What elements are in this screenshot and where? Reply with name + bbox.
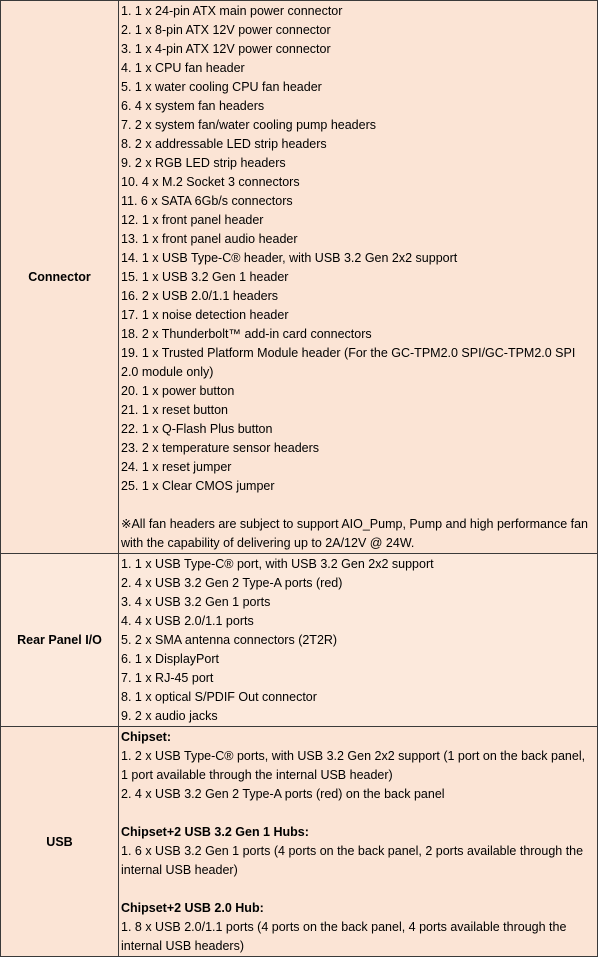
connector-list: [121, 2, 595, 496]
connector-item: 19. 1 x Trusted Platform Module header (For the GC-TPM2.0 SPI/GC-TPM2.0 SPI 2.0 module only): [121, 346, 576, 379]
usb-row: [1, 727, 598, 957]
rear-panel-item: 7. 1 x RJ-45 port: [121, 671, 214, 685]
usb-group-usb2-hub-title: Chipset+2 USB 2.0 Hub:: [121, 901, 264, 915]
rear-panel-item: 6. 1 x DisplayPort: [121, 652, 219, 666]
usb-group-gen1-hubs-list: [121, 842, 595, 880]
rear-panel-item: 8. 1 x optical S/PDIF Out connector: [121, 690, 317, 704]
connector-item: 23. 2 x temperature sensor headers: [121, 441, 320, 455]
connector-item: 8. 2 x addressable LED strip headers: [121, 137, 327, 151]
rear-panel-item: 9. 2 x audio jacks: [121, 709, 218, 723]
connector-item: 11. 6 x SATA 6Gb/s connectors: [121, 194, 293, 208]
connector-item: 20. 1 x power button: [121, 384, 235, 398]
connector-row: [1, 1, 598, 554]
connector-item: 1. 1 x 24-pin ATX main power connector: [121, 4, 343, 18]
usb-group-usb2-hub-list: [121, 918, 595, 956]
rear-panel-row: [1, 554, 598, 727]
usb-group-chipset-list: [121, 747, 595, 804]
connector-item: 18. 2 x Thunderbolt™ add-in card connectors: [121, 327, 372, 341]
connector-item: 21. 1 x reset button: [121, 403, 229, 417]
connector-item: 14. 1 x USB Type-C® header, with USB 3.2 Gen 2x2 support: [121, 251, 458, 265]
connector-item: 13. 1 x front panel audio header: [121, 232, 298, 246]
connector-item: 15. 1 x USB 3.2 Gen 1 header: [121, 270, 289, 284]
spacer: [121, 496, 595, 515]
rear-panel-item: 2. 4 x USB 3.2 Gen 2 Type-A ports (red): [121, 576, 343, 590]
rear-panel-item: 3. 4 x USB 3.2 Gen 1 ports: [121, 595, 271, 609]
rear-panel-item: 4. 4 x USB 2.0/1.1 ports: [121, 614, 254, 628]
connector-item: 10. 4 x M.2 Socket 3 connectors: [121, 175, 300, 189]
connector-item: 22. 1 x Q-Flash Plus button: [121, 422, 273, 436]
rear-panel-content: [119, 554, 598, 727]
connector-item: 24. 1 x reset jumper: [121, 460, 232, 474]
connector-item: 12. 1 x front panel header: [121, 213, 264, 227]
usb-item: 1. 8 x USB 2.0/1.1 ports (4 ports on the back panel, 4 ports available through the internal USB headers): [121, 920, 567, 953]
usb-item: 2. 4 x USB 3.2 Gen 2 Type-A ports (red) on the back panel: [121, 787, 445, 801]
connector-item: 25. 1 x Clear CMOS jumper: [121, 479, 275, 493]
usb-group-gen1-hubs-title: Chipset+2 USB 3.2 Gen 1 Hubs:: [121, 825, 309, 839]
connector-item: 7. 2 x system fan/water cooling pump headers: [121, 118, 376, 132]
usb-content: [119, 727, 598, 957]
usb-item: 1. 6 x USB 3.2 Gen 1 ports (4 ports on the back panel, 2 ports available through the internal USB header): [121, 844, 584, 877]
connector-item: 3. 1 x 4-pin ATX 12V power connector: [121, 42, 331, 56]
connector-item: 6. 4 x system fan headers: [121, 99, 265, 113]
fan-header-note: ※All fan headers are subject to support AIO_Pump, Pump and high performance fan with the capability of delivering up to 2A/12V @ 24W.: [121, 517, 588, 550]
spacer: [121, 804, 595, 823]
rear-panel-item: 1. 1 x USB Type-C® port, with USB 3.2 Gen 2x2 support: [121, 557, 434, 571]
spacer: [121, 880, 595, 899]
connector-item: 17. 1 x noise detection header: [121, 308, 289, 322]
usb-group-chipset-title: Chipset:: [121, 730, 171, 744]
usb-item: 1. 2 x USB Type-C® ports, with USB 3.2 Gen 2x2 support (1 port on the back panel, 1 port available through the internal USB header): [121, 749, 586, 782]
connector-item: 9. 2 x RGB LED strip headers: [121, 156, 286, 170]
connector-label: Connector: [1, 1, 119, 554]
rear-panel-list: [121, 555, 595, 726]
usb-label: USB: [1, 727, 119, 957]
connector-content: [119, 1, 598, 554]
rear-panel-label: Rear Panel I/O: [1, 554, 119, 727]
connector-item: 5. 1 x water cooling CPU fan header: [121, 80, 322, 94]
connector-item: 2. 1 x 8-pin ATX 12V power connector: [121, 23, 331, 37]
connector-item: 16. 2 x USB 2.0/1.1 headers: [121, 289, 279, 303]
connector-item: 4. 1 x CPU fan header: [121, 61, 245, 75]
rear-panel-item: 5. 2 x SMA antenna connectors (2T2R): [121, 633, 338, 647]
